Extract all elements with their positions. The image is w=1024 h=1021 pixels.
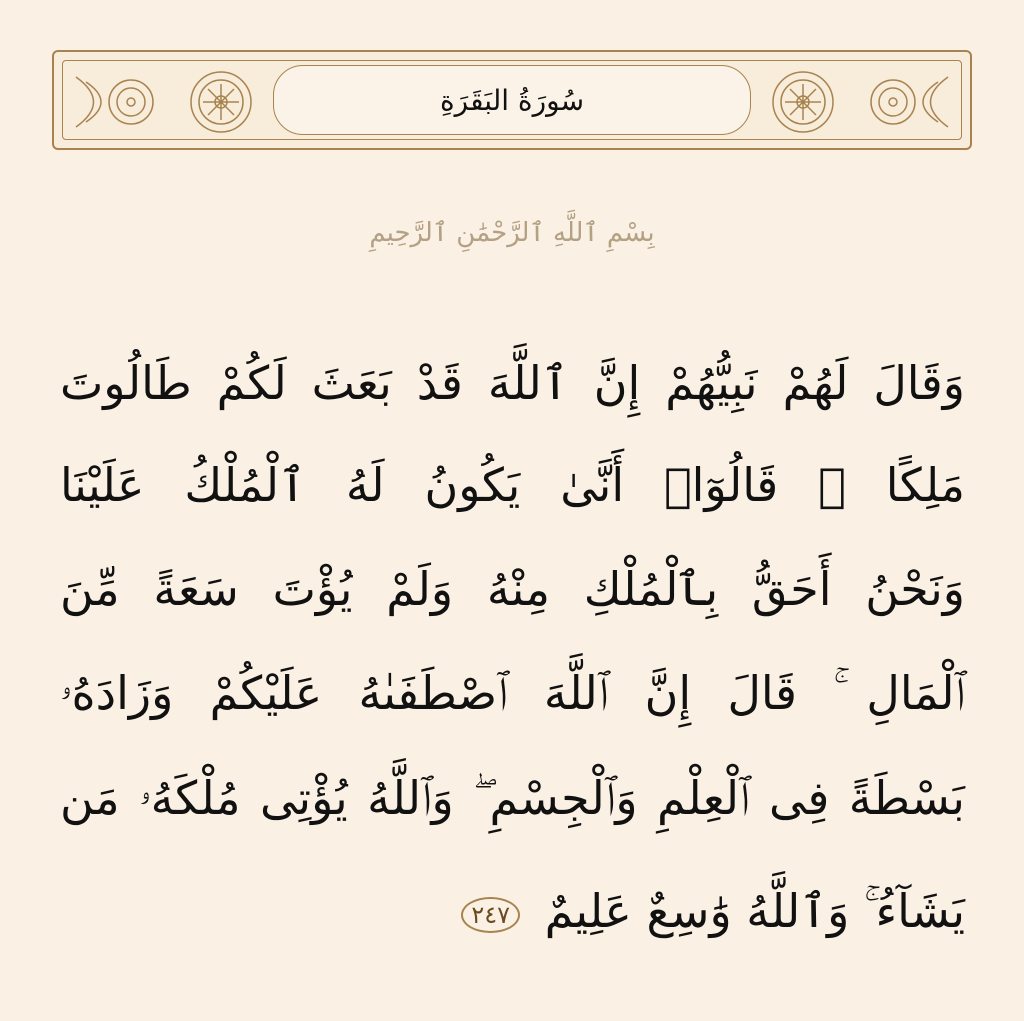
verse-line-last [60,884,965,938]
verse-line: وَقَالَ لَهُمْ نَبِيُّهُمْ إِنَّ ٱللَّهَ قَدْ بَعَثَ لَكُمْ طَالُوتَ [60,356,965,410]
verse-line: وَنَحْنُ أَحَقُّ بِٱلْمُلْكِ مِنْهُ وَلَمْ يُؤْتَ سَعَةً مِّنَ [60,562,965,616]
surah-title: سُورَةُ البَقَرَةِ [439,83,585,117]
bismillah: بِسْمِ ٱللَّهِ ٱلرَّحْمَٰنِ ٱلرَّحِيمِ [369,218,655,248]
surah-title-box [273,65,751,135]
verse-line: ٱلْمَالِ ۚ قَالَ إِنَّ ٱللَّهَ ٱصْطَفَىٰهُ عَلَيْكُمْ وَزَادَهُۥ [60,666,965,720]
verse-line: يَشَآءُ ۚ وَٱللَّهُ وَٰسِعٌ عَلِيمٌ [544,884,965,938]
surah-header-banner [52,50,972,150]
rosette-ornament-icon [71,67,261,137]
ayah-number-marker: ٢٤٧ [461,897,520,933]
verse-line: مَلِكًا ۚ قَالُوٓا۟ أَنَّىٰ يَكُونُ لَهُ ٱلْمُلْكُ عَلَيْنَا [60,458,965,512]
verse-line: بَسْطَةً فِى ٱلْعِلْمِ وَٱلْجِسْمِ ۖ وَٱللَّهُ يُؤْتِى مُلْكَهُۥ مَن [60,771,965,825]
rosette-ornament-icon [763,67,953,137]
banner-frame [62,60,962,140]
